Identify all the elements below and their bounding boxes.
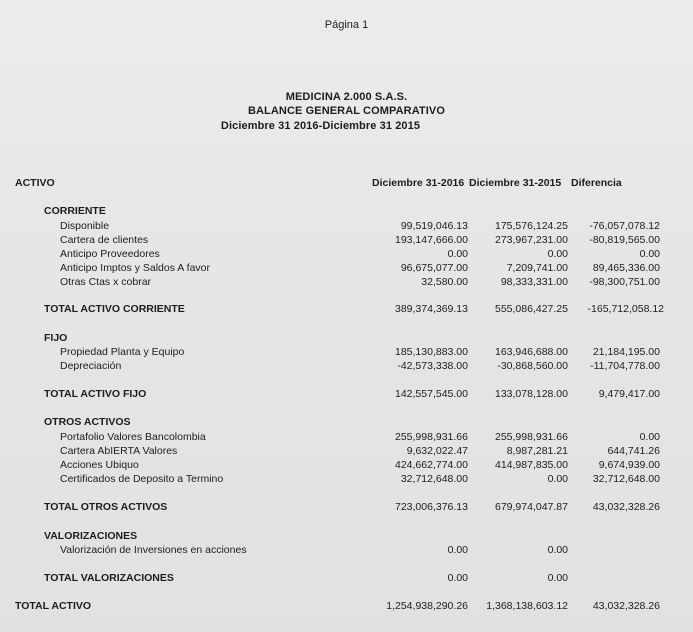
total-2015: 555,086,427.25 <box>495 303 568 315</box>
total-label: TOTAL ACTIVO FIJO <box>44 388 147 400</box>
group-heading-fijo: FIJO <box>44 332 68 344</box>
value-diferencia: 9,674,939.00 <box>598 459 660 471</box>
group-heading-otros-activos: OTROS ACTIVOS <box>44 416 131 428</box>
value-2015: 163,946,688.00 <box>495 346 568 358</box>
value-2016: 9,632,022.47 <box>406 445 468 457</box>
row-label: Cartera de clientes <box>60 234 149 246</box>
total-2016: 389,374,369.13 <box>395 303 468 315</box>
value-diferencia: 32,712,648.00 <box>592 473 660 485</box>
row-label: Portafolio Valores Bancolombia <box>60 431 206 443</box>
value-diferencia: 0.00 <box>639 248 660 260</box>
total-diferencia: 9,479,417.00 <box>598 388 660 400</box>
grand-total-label: TOTAL ACTIVO <box>15 600 92 612</box>
value-diferencia: 0.00 <box>639 431 660 443</box>
value-2016: -42,573,338.00 <box>397 360 468 372</box>
total-2015: 679,974,047.87 <box>495 501 568 513</box>
row-label: Anticipo Proveedores <box>60 248 160 260</box>
value-2015: 0.00 <box>547 473 568 485</box>
value-2015: 255,998,931.66 <box>495 431 568 443</box>
value-diferencia: -76,057,078.12 <box>589 220 660 232</box>
column-header-2016: Diciembre 31-2016 <box>372 177 465 189</box>
grand-total-2016: 1,254,938,290.26 <box>386 600 468 612</box>
row-label: Disponible <box>60 220 110 232</box>
total-label: TOTAL OTROS ACTIVOS <box>44 501 168 513</box>
column-header-diferencia: Diferencia <box>571 177 622 189</box>
value-diferencia: -11,704,778.00 <box>590 360 660 372</box>
value-2015: 7,209,741.00 <box>506 262 568 274</box>
grand-total-diferencia: 43,032,328.26 <box>592 600 660 612</box>
row-label: Anticipo Imptos y Saldos A favor <box>60 262 210 274</box>
value-2016: 99,519,046.13 <box>400 220 468 232</box>
total-2015: 0.00 <box>547 572 568 584</box>
total-label: TOTAL VALORIZACIONES <box>44 572 174 584</box>
value-diferencia: 89,465,336.00 <box>592 262 660 274</box>
section-heading-activo: ACTIVO <box>15 177 55 189</box>
total-diferencia: 43,032,328.26 <box>592 501 660 513</box>
value-2016: 185,130,883.00 <box>395 346 468 358</box>
row-label: Acciones Ubiquo <box>60 459 139 471</box>
value-2016: 96,675,077.00 <box>400 262 468 274</box>
column-header-2015: Diciembre 31-2015 <box>469 177 562 189</box>
row-label: Cartera AbIERTA Valores <box>60 445 178 457</box>
value-2015: -30,868,560.00 <box>497 360 568 372</box>
grand-total-2015: 1,368,138,603.12 <box>486 600 568 612</box>
page-number: Página 1 <box>324 19 369 31</box>
value-diferencia: 644,741.26 <box>607 445 660 457</box>
total-2015: 133,078,128.00 <box>495 388 568 400</box>
total-2016: 723,006,376.13 <box>395 501 468 513</box>
row-label: Certificados de Deposito a Termino <box>60 473 224 485</box>
report-title: BALANCE GENERAL COMPARATIVO <box>247 105 446 117</box>
group-heading-corriente: CORRIENTE <box>44 205 106 217</box>
value-2015: 8,987,281.21 <box>506 445 568 457</box>
value-diferencia: -80,819,565.00 <box>589 234 660 246</box>
value-2016: 424,662,774.00 <box>395 459 468 471</box>
value-diferencia: 21,184,195.00 <box>592 346 660 358</box>
value-2016: 255,998,931.66 <box>395 431 468 443</box>
value-2015: 98,333,331.00 <box>500 276 568 288</box>
group-heading-valorizaciones: VALORIZACIONES <box>44 530 138 542</box>
value-2015: 414,987,835.00 <box>495 459 568 471</box>
value-2015: 273,967,231.00 <box>495 234 568 246</box>
value-2015: 175,576,124.25 <box>495 220 568 232</box>
row-label: Propiedad Planta y Equipo <box>60 346 185 358</box>
value-2016: 32,580.00 <box>421 276 468 288</box>
total-2016: 142,557,545.00 <box>395 388 468 400</box>
value-2015: 0.00 <box>547 248 568 260</box>
total-2016: 0.00 <box>447 572 468 584</box>
value-diferencia: -98,300,751.00 <box>589 276 660 288</box>
company-name: MEDICINA 2.000 S.A.S. <box>285 91 408 103</box>
value-2016: 0.00 <box>447 544 468 556</box>
value-2016: 193,147,666.00 <box>395 234 468 246</box>
total-label: TOTAL ACTIVO CORRIENTE <box>44 303 185 315</box>
value-2015: 0.00 <box>547 544 568 556</box>
row-label: Otras Ctas x cobrar <box>60 276 152 288</box>
value-2016: 32,712,648.00 <box>400 473 468 485</box>
value-2016: 0.00 <box>447 248 468 260</box>
total-diferencia: -165,712,058.12 <box>587 303 664 315</box>
report-period: Diciembre 31 2016-Diciembre 31 2015 <box>220 120 421 132</box>
row-label: Depreciación <box>60 360 122 372</box>
row-label: Valorización de Inversiones en acciones <box>60 544 247 556</box>
